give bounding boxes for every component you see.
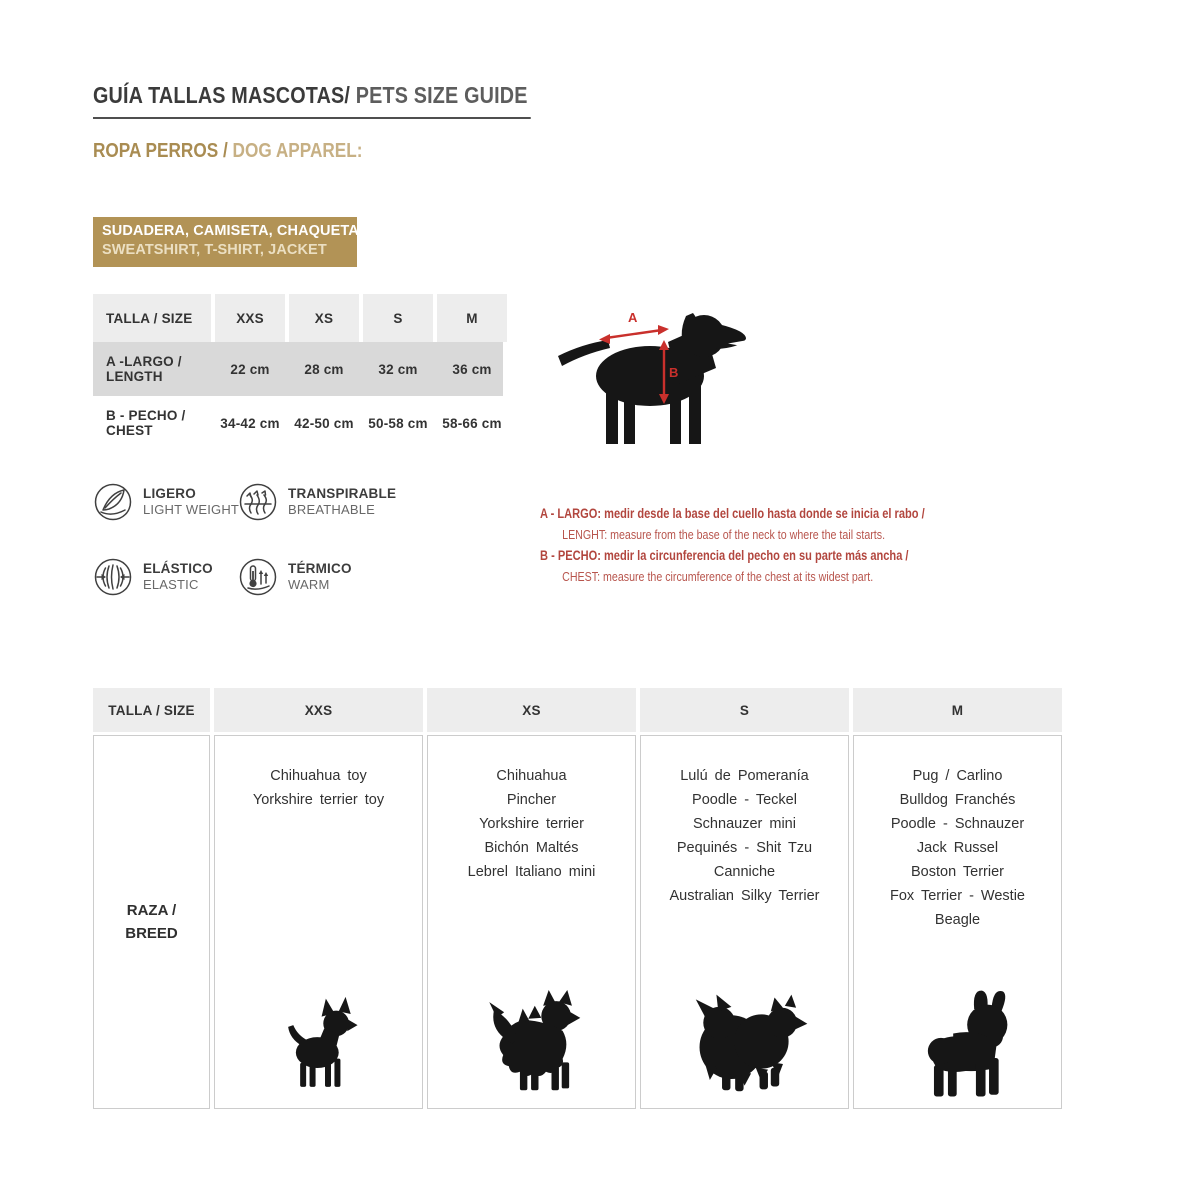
breed-table (93, 688, 1062, 1109)
breed-item: Boston Terrier (911, 864, 1004, 880)
breed-row-label (93, 735, 210, 1109)
category-line-en: SWEATSHIRT, T-SHIRT, JACKET (102, 242, 327, 258)
section-subtitle (93, 140, 363, 163)
breed-item: Bichón Maltés (484, 840, 579, 856)
chest-s: 50-58 cm (368, 415, 428, 431)
breathable-icon (238, 482, 278, 522)
breed-list-xxs (253, 764, 384, 812)
feature-labels (288, 486, 396, 518)
breed-item: Chihuahua (496, 768, 567, 784)
breed-table-header (93, 688, 1062, 732)
breed-item: Yorkshire terrier toy (252, 792, 385, 808)
subtitle-en: DOG APPAREL: (232, 140, 363, 162)
breed-cell-xxs (214, 735, 423, 1109)
page-title (93, 82, 531, 119)
breed-list-xs (468, 764, 596, 884)
size-table-header (93, 294, 503, 342)
breed-item: Fox Terrier - Westie (890, 888, 1025, 904)
breed-list-s (670, 764, 820, 908)
breed-header-m: M (853, 688, 1062, 732)
longhair-chihuahua-silhouette (471, 990, 593, 1094)
chest-xs: 42-50 cm (294, 415, 354, 431)
chest-xxs: 34-42 cm (220, 415, 280, 431)
breed-item: Yorkshire terrier (479, 816, 584, 832)
breed-header-xs: XS (427, 688, 636, 732)
feature-breathable (238, 482, 396, 522)
measure-b-label: B (669, 365, 679, 380)
feature-lightweight (93, 482, 239, 522)
breed-item: Poodle - Teckel (692, 792, 797, 808)
breed-cell-s (640, 735, 849, 1109)
feature-name-es: TÉRMICO (288, 561, 352, 576)
thermometer-icon (238, 557, 278, 597)
breed-item: Beagle (934, 912, 981, 928)
feature-labels (143, 486, 239, 518)
length-xs: 28 cm (304, 361, 344, 377)
measure-notes (540, 503, 966, 587)
breed-table-body (93, 735, 1062, 1109)
measure-a-label: A (628, 310, 638, 325)
note-b-en: CHEST: measure the circumference of the chest at its widest part. (562, 569, 874, 584)
feature-name-es: TRANSPIRABLE (288, 486, 397, 501)
breed-item: Poodle - Schnauzer (890, 816, 1025, 832)
row-chest-label: B - PECHO / CHEST (106, 408, 186, 438)
page-title-es: GUÍA TALLAS MASCOTAS/ (93, 82, 351, 108)
breed-item: Pincher (506, 792, 557, 808)
row-length-label: A -LARGO / LENGTH (106, 354, 182, 384)
breed-cell-m (853, 735, 1062, 1109)
breed-item: Australian Silky Terrier (669, 888, 820, 904)
note-a-en: LENGHT: measure from the base of the neck to where the tail starts. (562, 527, 886, 542)
feature-labels (288, 561, 352, 593)
breed-header-xxs: XXS (214, 688, 423, 732)
breed-header-s: S (640, 688, 849, 732)
size-table-header-m: M (437, 294, 507, 342)
breed-header-label: TALLA / SIZE (93, 688, 210, 732)
breed-item: Lulú de Pomeranía (680, 768, 809, 784)
size-table (93, 294, 503, 450)
category-line-es: SUDADERA, CAMISETA, CHAQUETA/ (102, 223, 363, 239)
feature-name-es: ELÁSTICO (143, 561, 213, 576)
breed-item: Pequinés - Shit Tzu (676, 840, 813, 856)
breed-row-label-line2: BREED (125, 925, 178, 942)
measure-diagram (552, 296, 752, 452)
elastic-icon (93, 557, 133, 597)
feature-labels (143, 561, 213, 593)
page-title-en: PETS SIZE GUIDE (350, 82, 528, 108)
breed-item: Chihuahua toy (270, 768, 367, 784)
length-s: 32 cm (378, 361, 418, 377)
breed-item: Bulldog Franchés (899, 792, 1016, 808)
chest-m: 58-66 cm (442, 415, 502, 431)
breed-item: Lebrel Italiano mini (467, 864, 596, 880)
length-m: 36 cm (452, 361, 492, 377)
size-table-header-xxs: XXS (215, 294, 285, 342)
breed-row-label-line1: RAZA / (126, 902, 177, 919)
labrador-measure-silhouette (552, 296, 752, 452)
size-table-row-length (93, 342, 503, 396)
breed-item: Canniche (713, 864, 776, 880)
size-table-header-label: TALLA / SIZE (93, 294, 211, 342)
note-a-es: A - LARGO: medir desde la base del cuello hasta donde se inicia el rabo / (540, 506, 925, 521)
garment-category-box (93, 217, 363, 267)
feature-name-es: LIGERO (143, 486, 196, 501)
feature-name-en: WARM (288, 577, 330, 592)
feature-elastic (93, 557, 213, 597)
size-table-row-chest (93, 396, 503, 450)
length-xxs: 22 cm (230, 361, 270, 377)
size-table-header-s: S (363, 294, 433, 342)
feature-name-en: LIGHT WEIGHT (143, 502, 240, 517)
breed-item: Jack Russel (916, 840, 999, 856)
pomeranian-silhouette (677, 989, 813, 1094)
feature-warm (238, 557, 352, 597)
feature-name-en: BREATHABLE (288, 502, 376, 517)
breed-item: Pug / Carlino (912, 768, 1003, 784)
french-bulldog-silhouette (899, 988, 1017, 1100)
feature-name-en: ELASTIC (143, 577, 199, 592)
size-table-header-xs: XS (289, 294, 359, 342)
subtitle-es: ROPA PERROS / (93, 140, 233, 162)
feather-icon (93, 482, 133, 522)
chihuahua-toy-silhouette (276, 996, 362, 1092)
breed-cell-xs (427, 735, 636, 1109)
breed-item: Schnauzer mini (693, 816, 796, 832)
note-b-es: B - PECHO: medir la circunferencia del pecho en su parte más ancha / (540, 548, 909, 563)
breed-list-m (890, 764, 1025, 932)
